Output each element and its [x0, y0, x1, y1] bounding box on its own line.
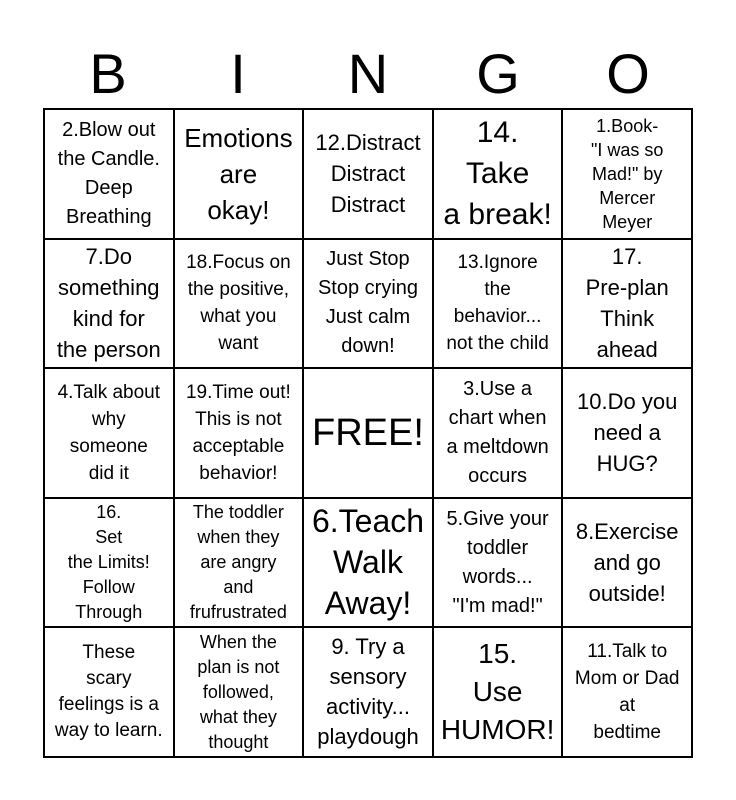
bingo-cell-r2c1[interactable]: [44, 239, 174, 369]
cell-text: 14. Take a break!: [443, 116, 552, 232]
cell-text: 3.Use a chart when a meltdown occurs: [446, 377, 549, 487]
cell-text: These scary feelings is a way to learn.: [54, 642, 163, 742]
bingo-board: [43, 108, 693, 758]
header-letter-i: I: [230, 42, 246, 105]
cell-text: 7.Do something kind for the person: [56, 244, 161, 363]
cell-text: 5.Give your toddler words... "I'm mad!": [446, 507, 549, 617]
bingo-cell-r5c4[interactable]: [433, 627, 563, 757]
cell-text: 10.Do you need a HUG?: [577, 389, 678, 477]
bingo-cell-r4c3[interactable]: [303, 498, 433, 628]
bingo-cell-r1c5[interactable]: [562, 109, 692, 239]
bingo-cell-r2c5[interactable]: [562, 239, 692, 369]
cell-text: 16. Set the Limits! Follow Through: [67, 502, 150, 623]
cell-text: 8.Exercise and go outside!: [575, 519, 679, 607]
cell-text: The toddler when they are angry and frufrustrated: [189, 502, 287, 623]
cell-text: 19.Time out! This is not acceptable behavior!: [185, 381, 291, 484]
cell-text: 18.Focus on the positive, what you want: [186, 252, 291, 355]
bingo-cell-r3c4[interactable]: [433, 368, 563, 498]
bingo-cell-r5c2[interactable]: [174, 627, 304, 757]
bingo-cell-r3c3[interactable]: [303, 368, 433, 498]
cell-text: 15. Use HUMOR!: [440, 638, 555, 746]
bingo-cell-r2c2[interactable]: [174, 239, 304, 369]
cell-text: Emotions are okay!: [184, 122, 293, 225]
cell-text: Just Stop Stop crying Just calm down!: [317, 248, 419, 358]
bingo-cell-r5c5[interactable]: [562, 627, 692, 757]
bingo-cell-r3c2[interactable]: [174, 368, 304, 498]
cell-text: 1.Book- "I was so Mad!" by Mercer Meyer: [590, 115, 664, 232]
cell-text: 13.Ignore the behavior... not the child: [446, 252, 549, 355]
header-letter-n: N: [347, 42, 389, 105]
bingo-cell-r1c3[interactable]: [303, 109, 433, 239]
cell-text: FREE!: [312, 411, 424, 454]
bingo-cell-r1c1[interactable]: [44, 109, 174, 239]
cell-text: 4.Talk about why someone did it: [57, 381, 161, 484]
bingo-cell-r2c4[interactable]: [433, 239, 563, 369]
cell-text: 9. Try a sensory activity... playdough: [317, 634, 419, 750]
header-letter-g: G: [476, 42, 520, 105]
cell-text: 11.Talk to Mom or Dad at bedtime: [574, 641, 680, 744]
header-letter-b: B: [89, 42, 127, 105]
bingo-cell-r4c2[interactable]: [174, 498, 304, 628]
bingo-cell-r2c3[interactable]: [303, 239, 433, 369]
cell-text: 17. Pre-plan Think ahead: [585, 244, 669, 363]
bingo-cell-r4c4[interactable]: [433, 498, 563, 628]
cell-text: When the plan is not followed, what they thought: [197, 631, 280, 752]
bingo-cell-r4c1[interactable]: [44, 498, 174, 628]
bingo-cell-r3c5[interactable]: [562, 368, 692, 498]
bingo-cell-r3c1[interactable]: [44, 368, 174, 498]
bingo-cell-r4c5[interactable]: [562, 498, 692, 628]
cell-text: 2.Blow out the Candle. Deep Breathing: [57, 118, 160, 228]
cell-text: 12.Distract Distract Distract: [315, 130, 421, 218]
bingo-cell-r5c3[interactable]: [303, 627, 433, 757]
bingo-header: [43, 40, 693, 108]
cell-text: 6.Teach Walk Away!: [311, 503, 425, 622]
bingo-cell-r1c4[interactable]: [433, 109, 563, 239]
bingo-cell-r1c2[interactable]: [174, 109, 304, 239]
header-letter-o: O: [606, 42, 650, 105]
bingo-cell-r5c1[interactable]: [44, 627, 174, 757]
